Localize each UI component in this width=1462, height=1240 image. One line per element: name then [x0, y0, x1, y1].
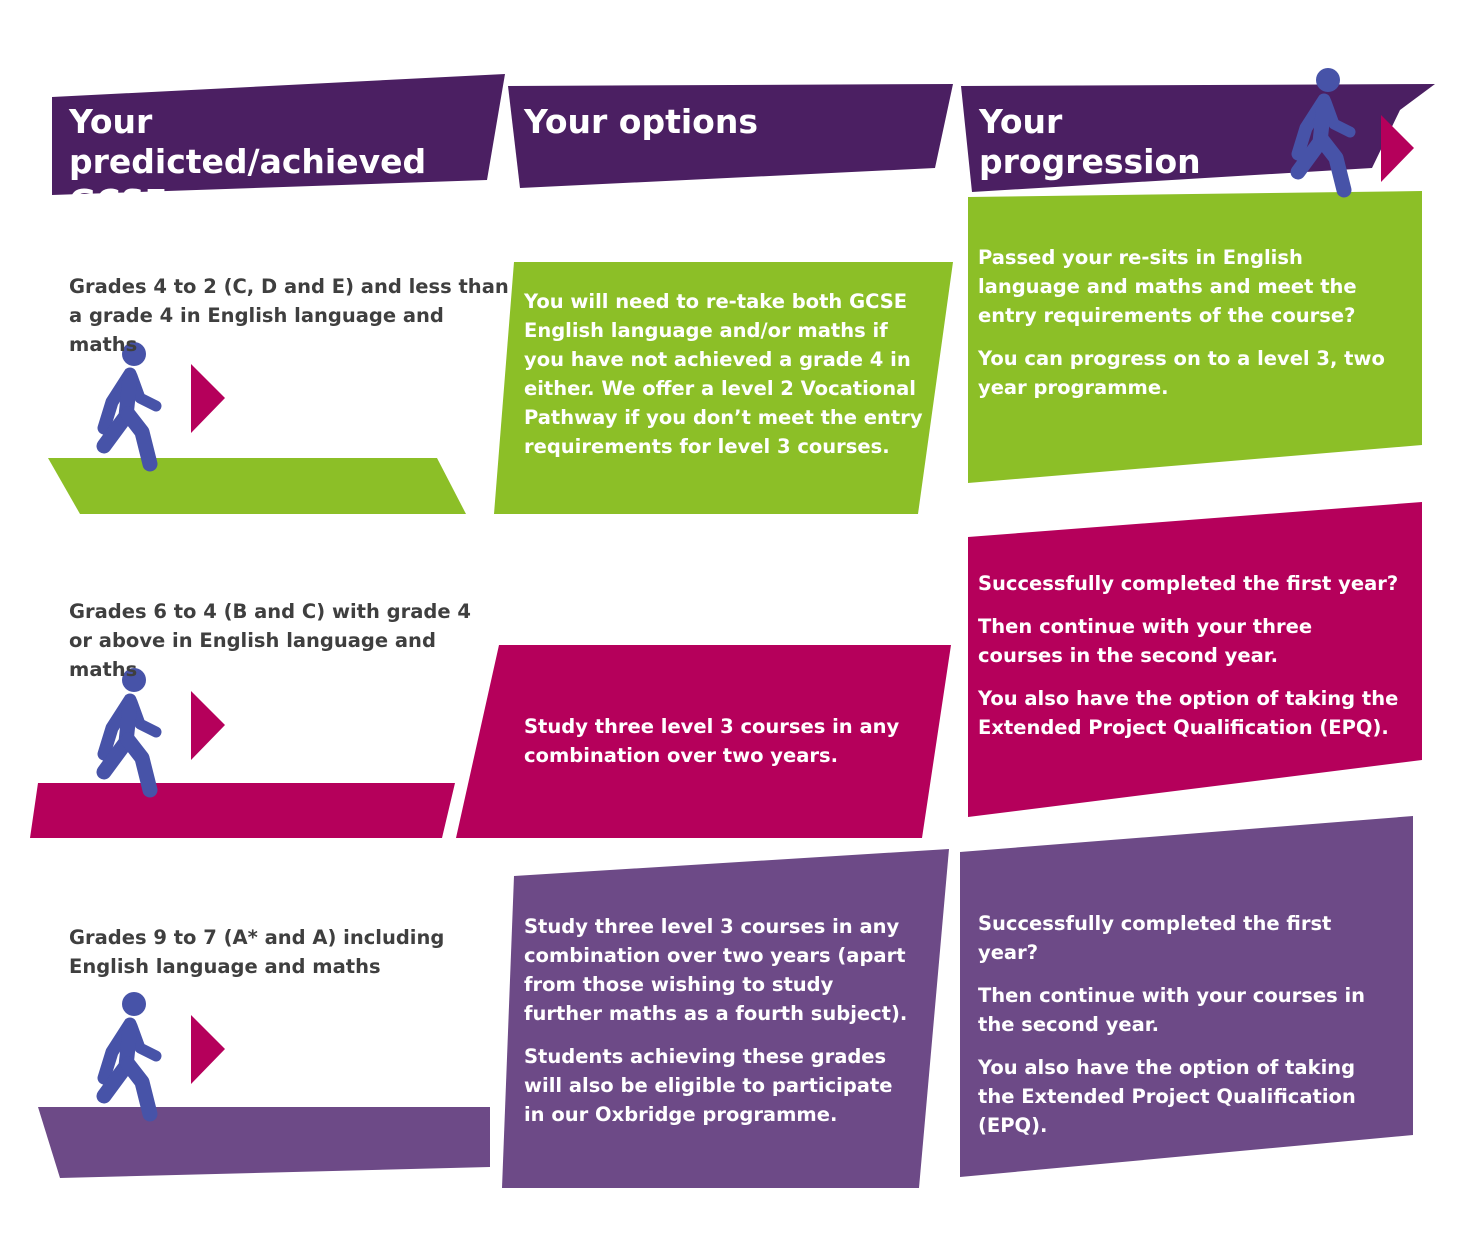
row1-progression-paragraph: You can progress on to a level 3, two year programme.: [978, 347, 1385, 399]
row2-progression-paragraph: Then continue with your three courses in the second year.: [978, 615, 1313, 667]
play-arrow-icon: [1381, 115, 1414, 182]
row1-progression-text: [978, 243, 1398, 416]
row2-options-text: [524, 712, 914, 784]
row2-progression-text: [978, 569, 1403, 756]
header-progression: Your progression: [979, 102, 1201, 181]
row1-grade-label: Grades 4 to 2 (C, D and E) and less than a grade 4 in English language and maths: [69, 275, 509, 356]
row2-progression-paragraph: You also have the option of taking the Extended Project Qualification (EPQ).: [978, 687, 1399, 739]
header-options: Your options: [524, 102, 758, 141]
play-arrow-icon: [191, 364, 225, 433]
row3-options-paragraph: Study three level 3 courses in any combination over two years (apart from those wishing to study further maths as a fourth subject).: [524, 915, 908, 1025]
row3-progression-text: [978, 909, 1398, 1154]
row2-grade-label: Grades 6 to 4 (B and C) with grade 4 or above in English language and maths: [69, 600, 471, 681]
play-arrow-icon: [191, 691, 225, 760]
row3-progression-paragraph: Successfully completed the first year?: [978, 912, 1332, 964]
row2-progression-paragraph: Successfully completed the first year?: [978, 572, 1399, 595]
row1-progression-paragraph: Passed your re-sits in English language and maths and meet the entry requirements of the course?: [978, 246, 1357, 327]
row3-grade-label: Grades 9 to 7 (A* and A) including English language and maths: [69, 926, 445, 978]
row3-progression-paragraph: You also have the option of taking the Extended Project Qualification (EPQ).: [978, 1056, 1356, 1137]
row1-options-paragraph: You will need to re-take both GCSE English language and/or maths if you have not achieved a grade 4 in either. We offer a level 2 Vocational Pathway if you don’t meet the entry requirements for level 3 courses.: [524, 290, 923, 458]
row3-progression-paragraph: Then continue with your courses in the second year.: [978, 984, 1366, 1036]
row2-options-paragraph: Study three level 3 courses in any combination over two years.: [524, 715, 900, 767]
walking-person-icon: [104, 342, 156, 464]
row1-options-text: [524, 287, 929, 475]
row3-options-paragraph: Students achieving these grades will also be eligible to participate in our Oxbridge programme.: [524, 1045, 893, 1126]
header-grades: Your predicted/achieved GCSE grades: [69, 102, 427, 221]
walking-person-icon: [104, 992, 156, 1114]
row2-ground: [30, 783, 455, 838]
row3-ground: [38, 1107, 490, 1178]
row1-ground: [48, 458, 466, 514]
walking-person-icon: [104, 668, 156, 790]
play-arrow-icon: [191, 1015, 225, 1084]
row3-options-text: [524, 912, 909, 1143]
